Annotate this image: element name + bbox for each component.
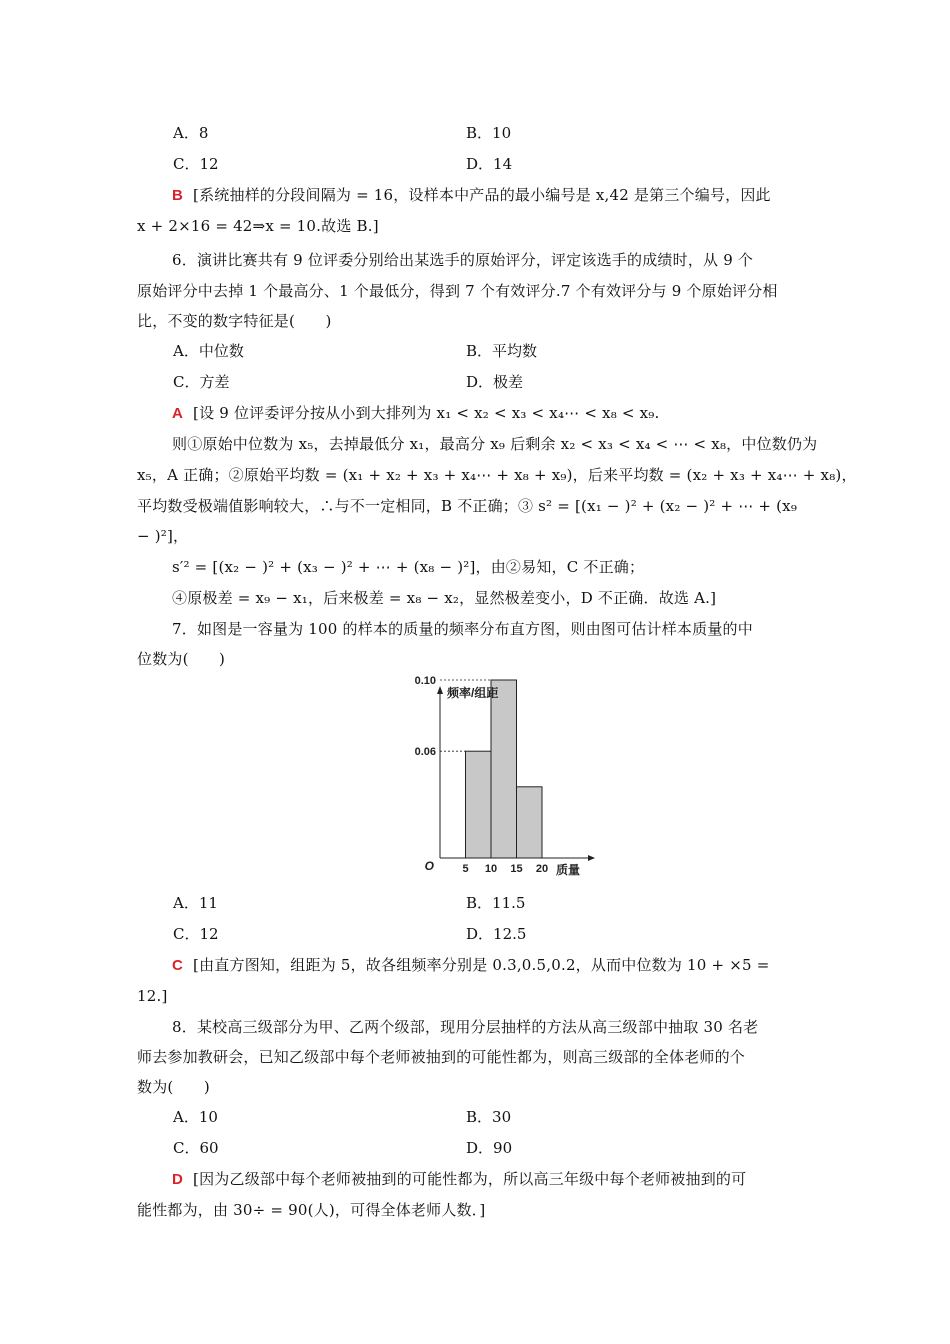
q6-solution-line-7: ④原极差 = x₉ − x₁，后来极差 = x₈ − x₂，显然极差变小，D 不正确．故选 A.] bbox=[172, 589, 717, 607]
q7-solution-line-2: 12.] bbox=[137, 987, 168, 1005]
y-axis-arrow bbox=[437, 686, 443, 694]
q5-solution-line-1 bbox=[172, 184, 813, 207]
frequency-histogram bbox=[400, 675, 600, 878]
q7-option-b: B．11.5 bbox=[466, 894, 526, 912]
x-axis-label: 质量 bbox=[556, 863, 581, 877]
q7-stem-line-1: 7．如图是一容量为 100 的样本的质量的频率分布直方图，则由图可估计样本质量的中 bbox=[172, 620, 753, 638]
q7-option-d: D．12.5 bbox=[466, 925, 527, 943]
q5-solution-line-2: x + 2×16 = 42⇒x = 10.故选 B.] bbox=[137, 217, 379, 235]
y-tick-label: 0.10 bbox=[414, 675, 436, 687]
histogram-bar bbox=[517, 787, 543, 858]
q7-option-c: C．12 bbox=[173, 925, 219, 943]
q5-solution-text: [系统抽样的分段间隔为 = 16，设样本中产品的最小编号是 x,42 是第三个编号，因此 bbox=[193, 186, 771, 204]
q8-solution-line-2: 能性都为，由 30÷ = 90(人)，可得全体老师人数．] bbox=[137, 1201, 486, 1219]
y-axis-label: 频率/组距 bbox=[447, 686, 499, 700]
q6-solution-line-2: 则①原始中位数为 x₅，去掉最低分 x₁，最高分 x₉ 后剩余 x₂ < x₃ < x₄ < ⋯ < x₈，中位数仍为 bbox=[172, 435, 818, 453]
q8-stem-line-3: 数为( ) bbox=[137, 1078, 210, 1096]
q5-option-a: A．8 bbox=[173, 124, 209, 142]
q5-option-d: D．14 bbox=[466, 155, 513, 173]
q5-answer: B bbox=[172, 187, 184, 204]
q8-stem-line-2: 师去参加教研会，已知乙级部中每个老师被抽到的可能性都为，则高三级部的全体老师的个 bbox=[137, 1048, 746, 1066]
x-tick-label: 15 bbox=[510, 863, 523, 875]
q6-stem-line-2: 原始评分中去掉 1 个最高分、1 个最低分，得到 7 个有效评分.7 个有效评分与 9 个原始评分相 bbox=[137, 282, 778, 300]
q5-option-c: C．12 bbox=[173, 155, 219, 173]
x-axis-arrow bbox=[588, 855, 595, 861]
q8-option-d: D．90 bbox=[466, 1139, 513, 1157]
q8-stem-line-1: 8．某校高三级部分为甲、乙两个级部，现用分层抽样的方法从高三级部中抽取 30 名老 bbox=[172, 1018, 759, 1036]
q7-answer: C bbox=[172, 957, 184, 974]
q6-stem-line-3: 比，不变的数字特征是( ) bbox=[137, 312, 332, 330]
q6-answer: A bbox=[172, 405, 184, 422]
q5-option-b: B．10 bbox=[466, 124, 512, 142]
q7-option-a: A．11 bbox=[173, 894, 218, 912]
q6-solution-line-5: − )²]， bbox=[137, 527, 189, 545]
q6-stem-line-1: 6．演讲比赛共有 9 位评委分别给出某选手的原始评分，评定该选手的成绩时，从 9 个 bbox=[172, 251, 754, 269]
histogram-bar bbox=[466, 751, 492, 858]
origin-label: O bbox=[424, 859, 434, 873]
q8-option-c: C．60 bbox=[173, 1139, 219, 1157]
q6-option-c: C．方差 bbox=[173, 373, 230, 391]
q6-solution-line-3: x₅，A 正确；②原始平均数 = (x₁ + x₂ + x₃ + x₄⋯ + x₈ + x₉)，后来平均数 = (x₂ + x₃ + x₄⋯ + x₈)， bbox=[137, 466, 857, 484]
q6-solution-text: [设 9 位评委评分按从小到大排列为 x₁ < x₂ < x₃ < x₄⋯ < x₈ < x₉. bbox=[193, 404, 660, 422]
q6-option-b: B．平均数 bbox=[466, 342, 538, 360]
q8-solution-text: [因为乙级部中每个老师被抽到的可能性都为，所以高三年级中每个老师被抽到的可 bbox=[193, 1170, 747, 1188]
q6-solution-line-1 bbox=[172, 402, 813, 425]
q6-solution-line-6: s′² = [(x₂ − )² + (x₃ − )² + ⋯ + (x₈ − )²]，由②易知，C 不正确； bbox=[172, 558, 645, 576]
q8-option-a: A．10 bbox=[173, 1108, 218, 1126]
histogram-bar bbox=[491, 680, 517, 858]
x-tick-label: 10 bbox=[484, 863, 498, 875]
q6-option-d: D．极差 bbox=[466, 373, 524, 391]
x-tick-label: 20 bbox=[535, 863, 549, 875]
x-tick-label: 5 bbox=[462, 863, 469, 875]
q7-solution-text: [由直方图知，组距为 5，故各组频率分别是 0.3,0.5,0.2，从而中位数为 10 + ×5 = bbox=[193, 956, 770, 974]
q6-option-a: A．中位数 bbox=[173, 342, 244, 360]
q8-answer: D bbox=[172, 1171, 184, 1188]
q6-solution-line-4: 平均数受极端值影响较大，∴与不一定相同，B 不正确；③ s² = [(x₁ − )² + (x₂ − )² + ⋯ + (x₉ bbox=[137, 497, 798, 515]
q7-stem-line-2: 位数为( ) bbox=[137, 650, 226, 668]
q7-solution-line-1 bbox=[172, 954, 813, 977]
q8-solution-line-1 bbox=[172, 1168, 813, 1191]
q8-option-b: B．30 bbox=[466, 1108, 512, 1126]
y-tick-label: 0.06 bbox=[414, 746, 436, 759]
